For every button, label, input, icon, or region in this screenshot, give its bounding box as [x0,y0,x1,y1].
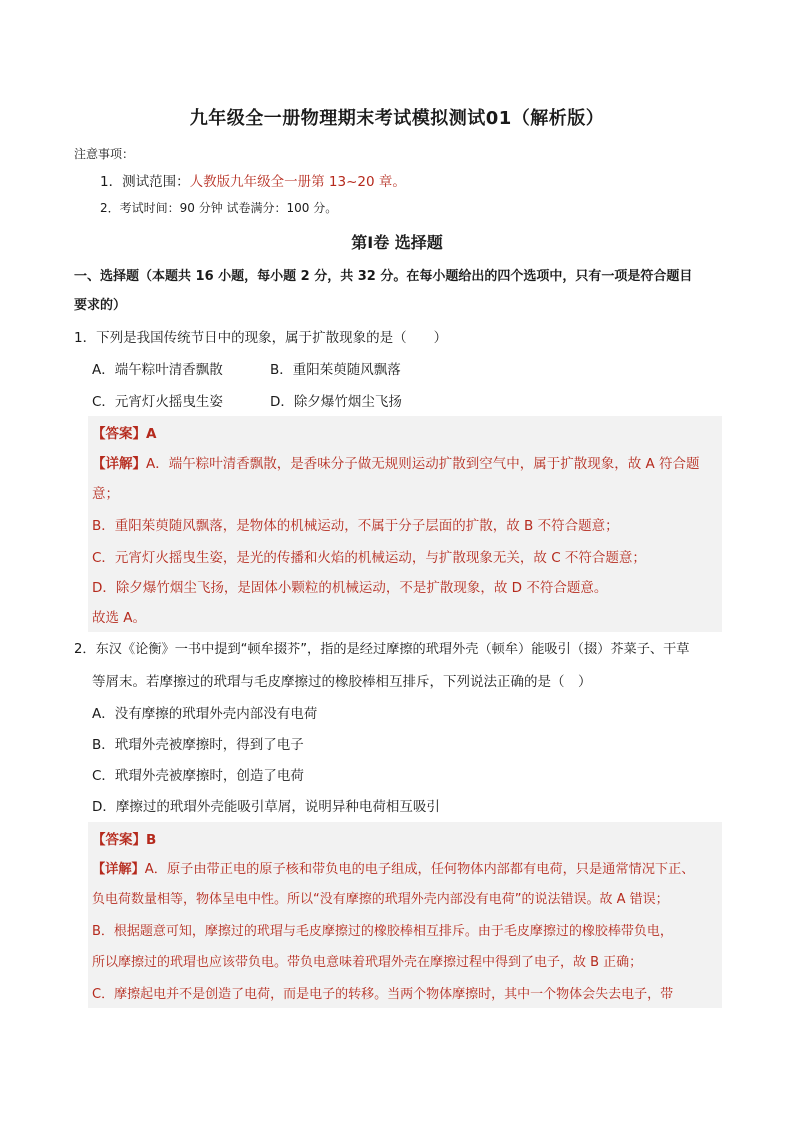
question-1-option-d: D．除夕爆竹烟尘飞扬 [270,394,402,410]
question-2-stem-line-1: 2．东汉《论衡》一书中提到“顿牟掇芥”，指的是经过摩擦的玳瑁外壳（顿牟）能吸引（掇）芥菜子、干草 [74,642,690,657]
question-2-detail-c: C．摩擦起电并不是创造了电荷，而是电子的转移。当两个物体摩擦时，其中一个物体会失去电子，带 [92,987,674,1002]
question-2-detail-label: 【详解】 [92,862,145,877]
question-1-option-a: A．端午粽叶清香飘散 [92,362,223,378]
question-2-answer-block [88,822,722,1008]
question-1-detail-b: B．重阳茱萸随风飘落，是物体的机械运动，不属于分子层面的扩散，故 B 不符合题意； [92,518,619,534]
question-2-detail-a: A．原子由带正电的原子核和带负电的电子组成，任何物体内部都有电荷，只是通常情况下正、 [144,862,695,877]
question-1-stem: 1．下列是我国传统节日中的现象，属于扩散现象的是（ ） [74,330,448,346]
question-2-option-c: C．玳瑁外壳被摩擦时，创造了电荷 [92,768,304,784]
question-1-conclusion: 故选 A。 [92,610,147,626]
question-2-detail-b-cont: 所以摩擦过的玳瑁也应该带负电。带负电意味着玳瑁外壳在摩擦过程中得到了电子，故 B 正确； [92,955,643,970]
question-2-stem-line-2: 等屑末。若摩擦过的玳瑁与毛皮摩擦过的橡胶棒相互排斥，下列说法正确的是（ ） [92,674,592,690]
question-2-answer-label: 【答案】B [92,832,157,848]
question-1-detail-c: C．元宵灯火摇曳生姿，是光的传播和火焰的机械运动，与扩散现象无关，故 C 不符合题意； [92,550,646,566]
document-title: 九年级全一册物理期末考试模拟测试01（解析版） [189,108,605,129]
notice-item-2: 2．考试时间：90 分钟 试卷满分：100 分。 [100,201,338,215]
question-1-option-b: B．重阳茱萸随风飘落 [270,362,401,378]
question-1-detail-line-1b: 意； [92,486,119,502]
question-1-detail-line-1 [92,454,700,474]
notice-item-1-body: 人教版九年级全一册第 13~20 章。 [189,174,406,190]
question-2-detail-a-cont: 负电荷数量相等，物体呈电中性。所以“没有摩擦的玳瑁外壳内部没有电荷”的说法错误。故 A 错误； [92,892,669,907]
section-title: 第Ⅰ卷 选择题 [351,233,443,252]
notice-label: 注意事项： [74,147,135,161]
part-heading-line-1: 一、选择题（本题共 16 小题，每小题 2 分，共 32 分。在每小题给出的四个选项中，只有一项是符合题目 [74,269,693,284]
question-1-detail-a: A．端午粽叶清香飘散，是香味分子做无规则运动扩散到空气中，属于扩散现象，故 A 符合题 [146,456,700,472]
question-2-detail-line-1 [92,860,694,880]
notice-item-1-prefix: 1．测试范围： [100,174,190,190]
part-heading-line-2: 要求的） [74,298,127,313]
question-2-answer [92,830,156,850]
question-1-detail-d: D．除夕爆竹烟尘飞扬，是固体小颗粒的机械运动，不是扩散现象，故 D 不符合题意。 [92,580,608,596]
question-2-option-b: B．玳瑁外壳被摩擦时，得到了电子 [92,737,304,753]
question-2-option-a: A．没有摩擦的玳瑁外壳内部没有电荷 [92,706,318,722]
notice-item-1 [100,172,406,192]
question-2-option-d: D．摩擦过的玳瑁外壳能吸引草屑，说明异种电荷相互吸引 [92,799,440,815]
question-1-detail-label: 【详解】 [92,456,146,472]
question-1-answer [92,424,156,444]
question-2-detail-b: B．根据题意可知，摩擦过的玳瑁与毛皮摩擦过的橡胶棒相互排斥。由于毛皮摩擦过的橡胶棒带负电， [92,924,673,939]
question-1-answer-label: 【答案】A [92,426,157,442]
question-1-option-c: C．元宵灯火摇曳生姿 [92,394,223,410]
